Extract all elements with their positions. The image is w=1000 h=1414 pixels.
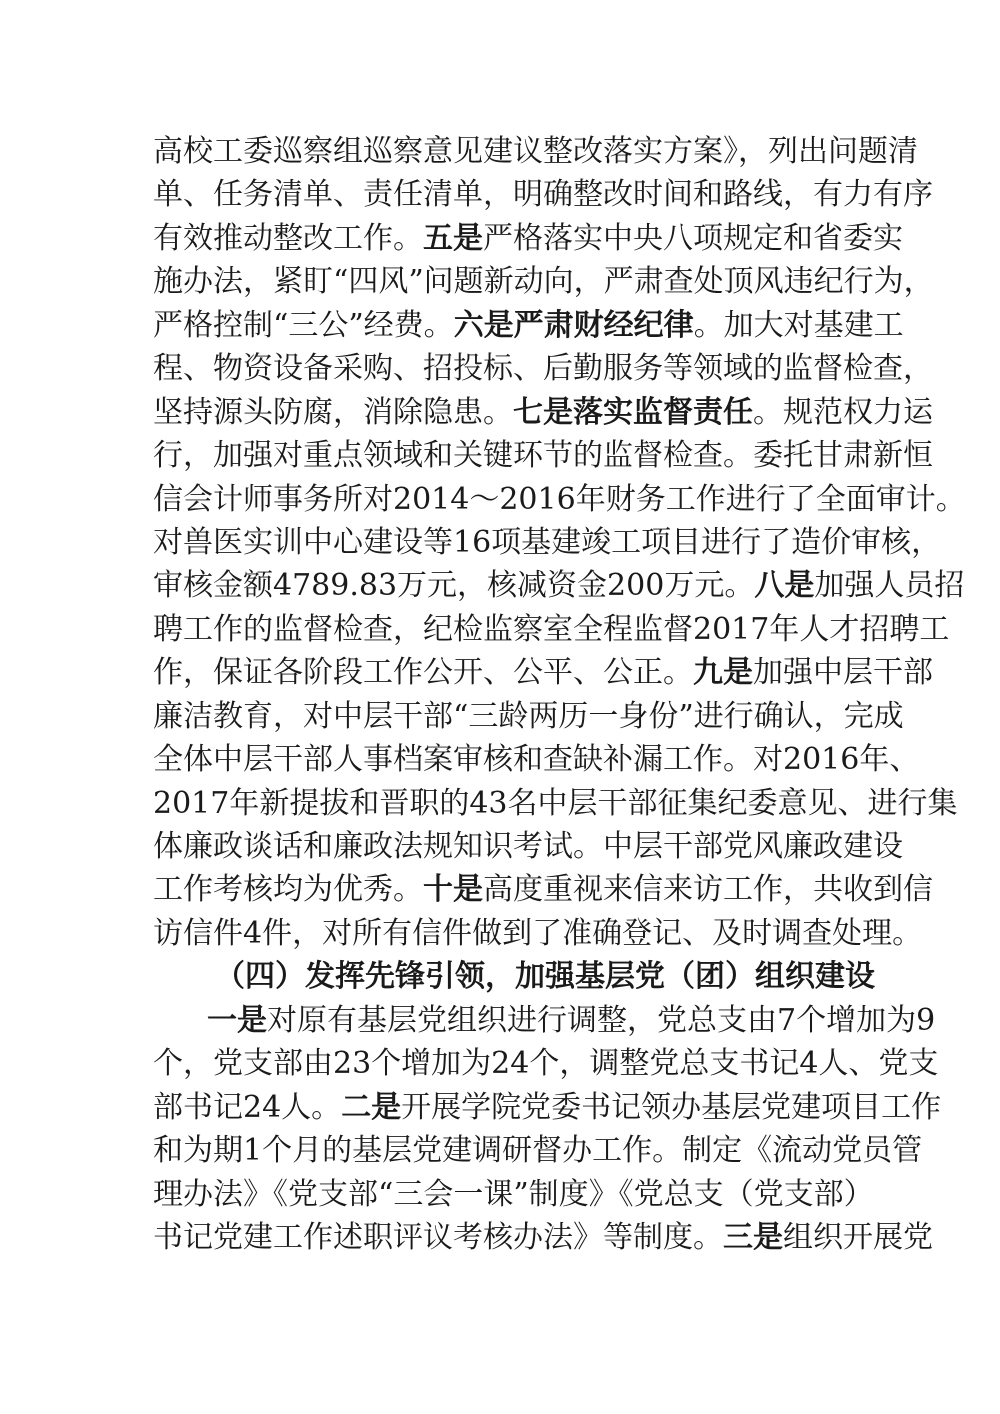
item-marker-six: 六是严肃财经纪律	[453, 307, 694, 343]
item-marker-eight: 八是	[754, 568, 815, 604]
text-line	[153, 651, 933, 694]
text-line	[153, 304, 904, 347]
text-run: 对原有基层党组织进行调整，党总支由7个增加为9	[267, 1002, 936, 1038]
item-marker-nine: 九是	[693, 655, 753, 691]
section-heading: （四）发挥先锋引领，加强基层党（团）组织建设	[215, 959, 875, 995]
text-line	[153, 217, 903, 260]
text-line: 程、物资设备采购、招投标、后勤服务等领域的监督检查，	[153, 351, 933, 387]
text-line: 和为期1个月的基层党建调研督办工作。制定《流动党员管	[153, 1133, 923, 1169]
text-run: 高度重视来信来访工作，共收到信	[483, 872, 933, 908]
text-run: 加强中层干部	[753, 655, 933, 691]
text-run: 。规范权力运	[753, 394, 933, 430]
text-run: 作，保证各阶段工作公开、公平、公正。	[153, 655, 693, 691]
text-run: 工作考核均为优秀。	[153, 872, 423, 908]
item-marker-three: 三是	[723, 1219, 783, 1255]
text-line: 高校工委巡察组巡察意见建议整改落实方案》，列出问题清	[153, 134, 918, 169]
text-run: 组织开展党	[783, 1219, 933, 1255]
text-run: 开展学院党委书记领办基层党建项目工作	[401, 1089, 942, 1125]
text-line	[153, 1216, 933, 1259]
item-marker-two: 二是	[341, 1089, 402, 1125]
text-line	[153, 1086, 942, 1129]
text-run: 。加大对基建工	[693, 307, 904, 343]
text-line: 信会计师事务所对2014～2016年财务工作进行了全面审计。	[153, 481, 966, 517]
text-run: 有效推动整改工作。	[153, 220, 423, 256]
text-line	[153, 564, 965, 607]
text-line: 理办法》《党支部“三会一课”制度》《党总支（党支部）	[153, 1176, 874, 1212]
text-run: 严格控制“三公”经费。	[153, 307, 454, 343]
paragraph-first-line	[153, 999, 936, 1042]
paragraph-last-line: 访信件4件，对所有信件做到了准确登记、及时调查处理。	[153, 915, 923, 951]
text-run: 严格落实中央八项规定和省委实	[483, 220, 903, 256]
text-line	[153, 868, 933, 911]
document-body	[153, 130, 966, 1259]
text-line: 对兽医实训中心建设等16项基建竣工项目进行了造价审核，	[153, 524, 942, 560]
text-line: 聘工作的监督检查，纪检监察室全程监督2017年人才招聘工	[153, 611, 950, 647]
text-line: 2017年新提拔和晋职的43名中层干部征集纪委意见、进行集	[153, 785, 958, 821]
text-run: 坚持源头防腐，消除隐患。	[153, 394, 513, 430]
text-line: 体廉政谈话和廉政法规知识考试。中层干部党风廉政建设	[153, 829, 903, 864]
text-line: 廉洁教育，对中层干部“三龄两历一身份”进行确认，完成	[153, 698, 904, 734]
item-marker-five: 五是	[423, 220, 483, 256]
text-line: 个，党支部由23个增加为24个，调整党总支书记4人、党支	[153, 1046, 939, 1082]
item-marker-one: 一是	[207, 1002, 267, 1038]
text-run: 部书记24人。	[153, 1089, 342, 1125]
text-run: 加强人员招	[814, 568, 965, 604]
text-run: 书记党建工作述职评议考核办法》等制度。	[153, 1219, 723, 1255]
text-line: 行，加强对重点领域和关键环节的监督检查。委托甘肃新恒	[153, 438, 933, 474]
text-line: 单、任务清单、责任清单，明确整改时间和路线，有力有序	[153, 177, 933, 213]
item-marker-ten: 十是	[423, 872, 483, 908]
text-line: 施办法，紧盯“四风”问题新动向，严肃查处顶风违纪行为，	[153, 264, 934, 300]
text-line	[153, 391, 933, 434]
text-run: 审核金额4789.83万元，核减资金200万元。	[153, 568, 755, 604]
text-line: 全体中层干部人事档案审核和查缺补漏工作。对2016年、	[153, 742, 920, 778]
item-marker-seven: 七是落实监督责任	[513, 394, 753, 430]
